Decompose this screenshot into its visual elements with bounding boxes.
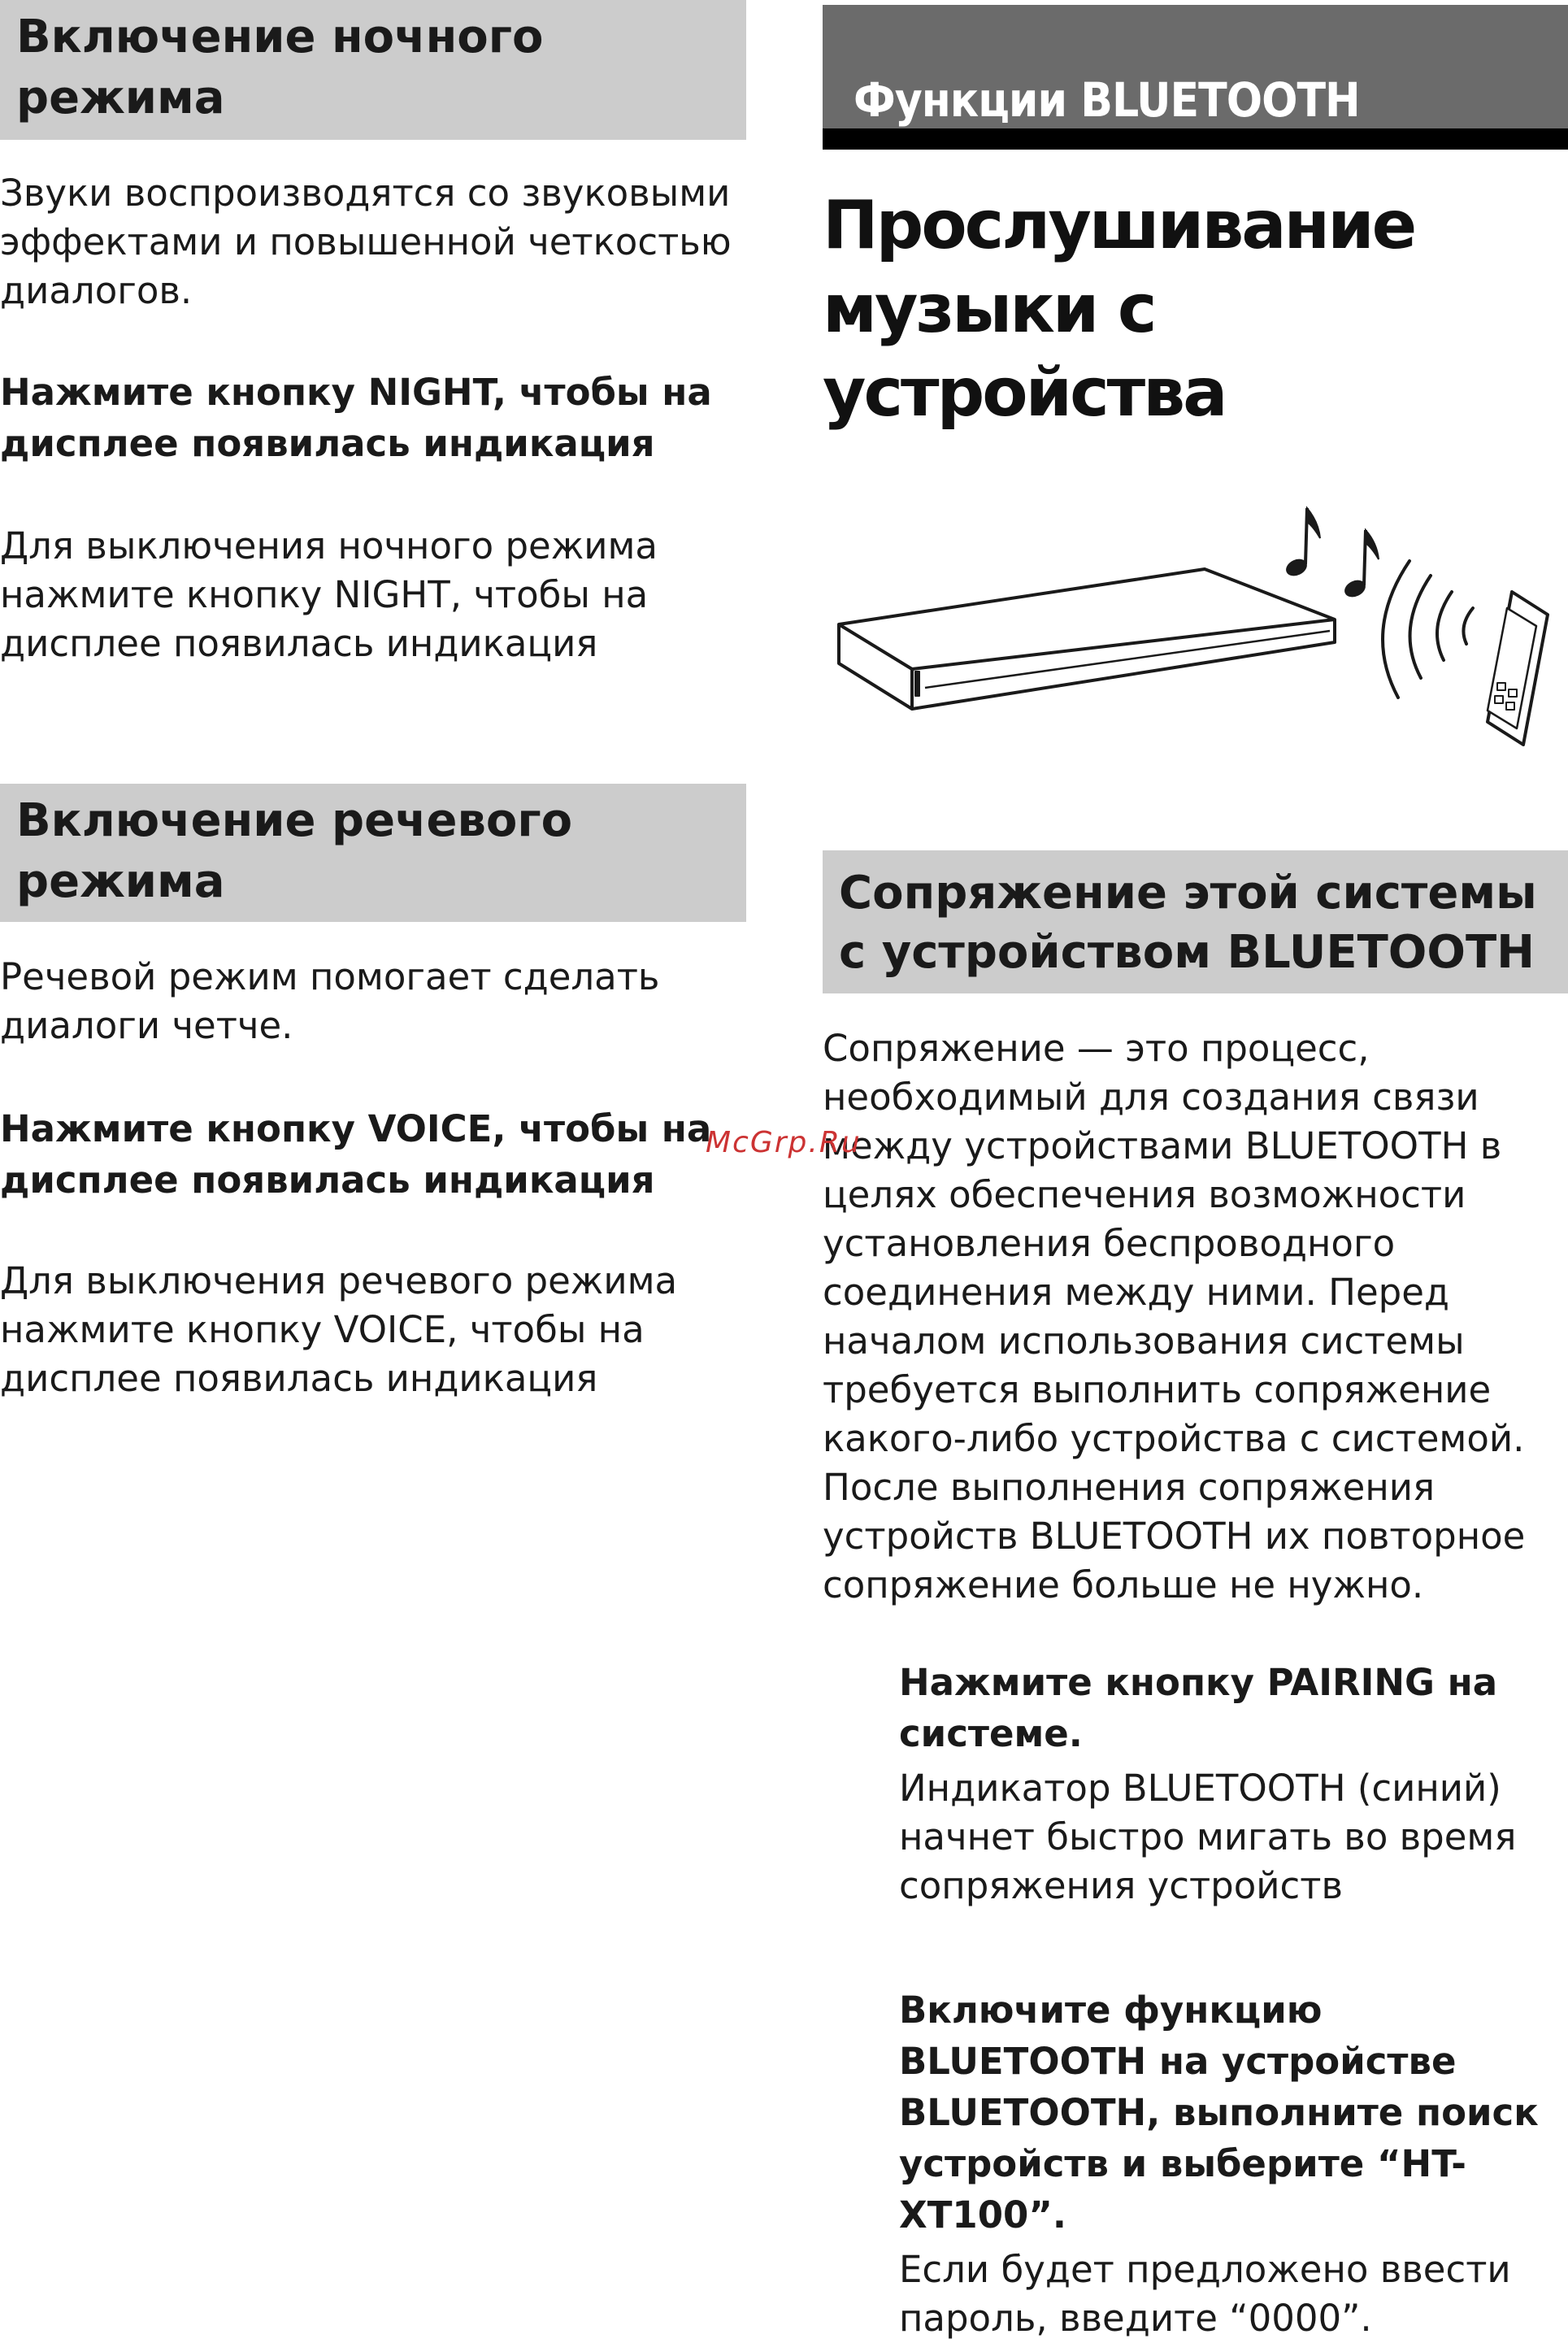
signal-waves-icon xyxy=(1383,561,1473,698)
watermark: McGrp.Ru xyxy=(706,1126,862,1159)
smartphone-icon xyxy=(1488,592,1548,745)
night-mode-off-note: Для выключения ночного режима нажмите кнопку NIGHT, чтобы на дисплее появилась индикация xyxy=(0,524,658,665)
chapter-title: Функции BLUETOOTH xyxy=(853,72,1360,128)
chapter-band xyxy=(823,5,1568,150)
music-notes-icon xyxy=(1284,508,1379,600)
voice-mode-off-note: Для выключения речевого режима нажмите кнопку VOICE, чтобы на дисплее появилась индикация xyxy=(0,1259,678,1400)
step-1-action: Нажмите кнопку PAIRING на системе. xyxy=(899,1661,1498,1755)
soundbar-icon xyxy=(839,569,1335,709)
page-title: Прослушивание музыки с устройства xyxy=(823,187,1415,432)
voice-mode-section xyxy=(0,784,746,1400)
voice-mode-description: Речевой режим помогает сделать диалоги четче. xyxy=(0,955,660,1047)
bluetooth-illustration xyxy=(823,488,1568,764)
step-2-result: Если будет предложено ввести пароль, введите “0000”. xyxy=(899,2248,1511,2340)
step-1 xyxy=(899,1657,1568,1910)
night-mode-section xyxy=(0,0,746,665)
step-2-action: Включите функцию BLUETOOTH на устройстве BLUETOOTH, выполните поиск устройств и выберите “HT-XT100”. xyxy=(899,1989,1539,2236)
pairing-intro: Сопряжение — это процесс, необходимый для создания связи между устройствами BLUETOOTH в целях обеспечения возможности установления беспроводного соединения между ними. Перед началом использования системы требуется выполнить сопряжение какого-либо устройства с системой. После выполнения сопряжения устройств BLUETOOTH их повторное сопряжение больше не нужно. xyxy=(823,1027,1526,1606)
night-mode-heading: Включение ночного режима xyxy=(0,0,746,140)
step-2 xyxy=(899,1984,1568,2343)
night-mode-instruction: Нажмите кнопку NIGHT, чтобы на дисплее появилась индикация xyxy=(0,371,712,465)
step-1-result: Индикатор BLUETOOTH (синий) начнет быстро мигать во время сопряжения устройств xyxy=(899,1767,1517,1907)
night-mode-description: Звуки воспроизводятся со звуковыми эффектами и повышенной четкостью диалогов. xyxy=(0,172,732,312)
pairing-heading: Сопряжение этой системы с устройством BLUETOOTH xyxy=(823,850,1568,993)
voice-mode-heading: Включение речевого режима xyxy=(0,784,746,922)
voice-mode-instruction: Нажмите кнопку VOICE, чтобы на дисплее появилась индикация xyxy=(0,1107,712,1202)
